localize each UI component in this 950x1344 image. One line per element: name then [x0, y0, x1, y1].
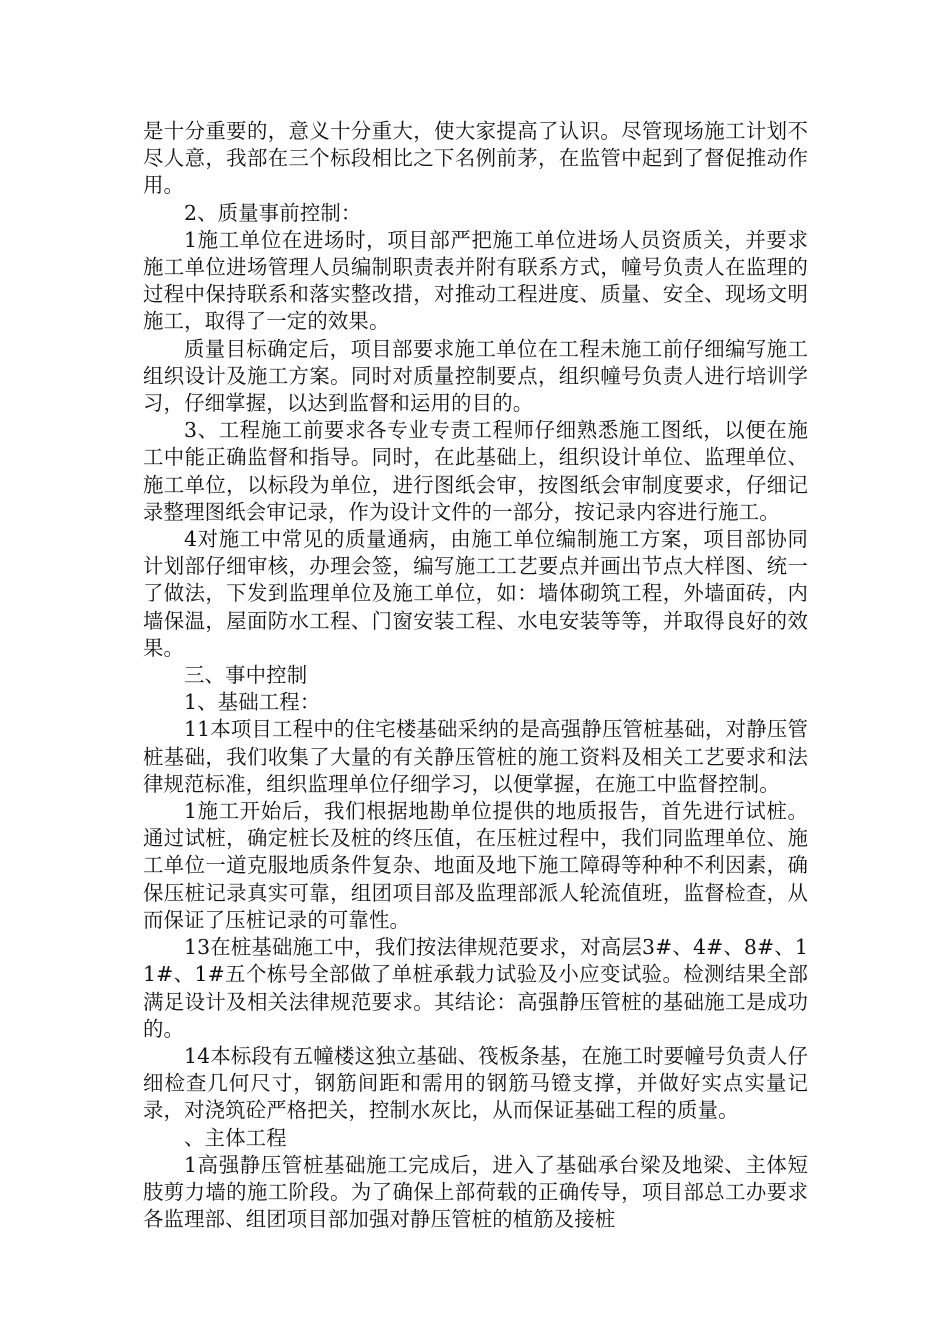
- paragraph-14: 1高强静压管桩基础施工完成后，进入了基础承台梁及地梁、主体短肢剪力墙的施工阶段。为了确保上部荷载的正确传导，项目部总工办要求各监理部、组团项目部加强对静压管桩的植筋及接桩: [143, 1152, 808, 1232]
- document-body: [143, 118, 808, 1233]
- paragraph-5: 3、工程施工前要求各专业专责工程师仔细熟悉施工图纸，以便在施工中能正确监督和指导。同时，在此基础上，组织设计单位、监理单位、施工单位，以标段为单位，进行图纸会审，按图纸会审制度要求，仔细记录整理图纸会审记录，作为设计文件的一部分，按记录内容进行施工。: [143, 418, 808, 524]
- heading-foundation-works: 1、基础工程：: [184, 690, 321, 715]
- paragraph-3: 1施工单位在进场时，项目部严把施工单位进场人员资质关，并要求施工单位进场管理人员编制职责表并附有联系方式，幢号负责人在监理的过程中保持联系和落实整改措，对推动工程进度、质量、安全、现场文明施工，取得了一定的效果。: [143, 227, 808, 334]
- heading-main-structure: 、主体工程: [184, 1125, 287, 1150]
- heading-quality-pre-control: 2、质量事前控制：: [184, 200, 362, 225]
- heading-in-process-control: 三、事中控制: [184, 663, 308, 688]
- paragraph-12: 14本标段有五幢楼这独立基础、筏板条基，在施工时要幢号负责人仔细检查几何尺寸，钢筋间距和需用的钢筋马镫支撑，并做好实点实量记录，对浇筑砼严格把关，控制水灰比，从而保证基础工程的质量。: [143, 1043, 808, 1123]
- paragraph-4: 质量目标确定后，项目部要求施工单位在工程未施工前仔细编写施工组织设计及施工方案。同时对质量控制要点，组织幢号负责人进行培训学习，仔细掌握，以达到监督和运用的目的。: [143, 336, 808, 416]
- paragraph-10: 1施工开始后，我们根据地勘单位提供的地质报告，首先进行试桩。通过试桩，确定桩长及桩的终压值，在压桩过程中，我们同监理单位、施工单位一道克服地质条件复杂、地面及地下施工障碍等种种不利因素，确保压桩记录真实可靠，组团项目部及监理部派人轮流值班，监督检查，从而保证了压桩记录的可靠性。: [143, 799, 808, 932]
- paragraph-9: 11本项目工程中的住宅楼基础采纳的是高强静压管桩基础，对静压管桩基础，我们收集了大量的有关静压管桩的施工资料及相关工艺要求和法律规范标准，组织监理单位仔细学习，以便掌握，在施工中监督控制。: [143, 717, 808, 796]
- paragraph-1: 是十分重要的，意义十分重大，使大家提高了认识。尽管现场施工计划不尽人意，我部在三个标段相比之下名例前茅，在监管中起到了督促推动作用。: [143, 119, 808, 198]
- paragraph-11: 13在桩基础施工中，我们按法律规范要求，对高层3#、4#、8#、11#、1#五个栋号全部做了单桩承载力试验及小应变试验。检测结果全部满足设计及相关法律规范要求。其结论：高强静压管桩的基础施工是成功的。: [143, 935, 808, 1041]
- paragraph-6: 4对施工中常见的质量通病，由施工单位编制施工方案，项目部协同计划部仔细审核，办理会签，编写施工工艺要点并画出节点大样图、统一了做法，下发到监理单位及施工单位，如：墙体砌筑工程，外墙面砖，内墙保温，屋面防水工程、门窗安装工程、水电安装等等，并取得良好的效果。: [143, 527, 808, 660]
